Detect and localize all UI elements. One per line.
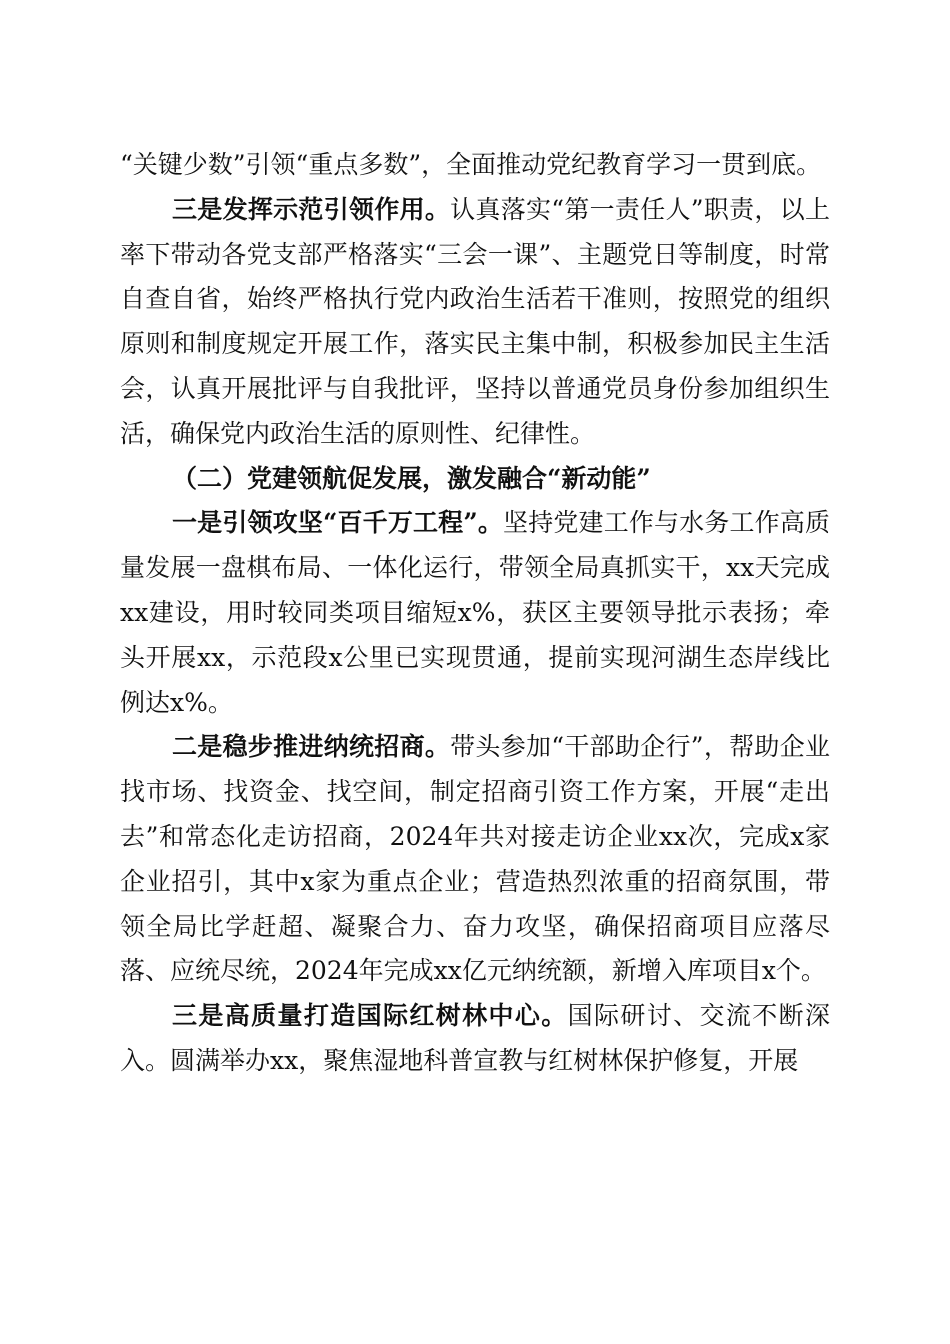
paragraph-text: 带头参加“干部助企行”，帮助企业找市场、找资金、找空间，制定招商引资工作方案，开展“走出去”和常态化走访招商，2024年共对接走访企业xx次，完成x家企业招引，其中x家为重点企业；营造热烈浓重的招商氛围，带领全局比学赶超、凝聚合力、奋力攻坚，确保招商项目应落尽落、应统尽统，2024年完成xx亿元纳统额，新增入库项目x个。 (120, 732, 830, 986)
paragraph-continuation (120, 143, 830, 188)
paragraph-exemplary-role (120, 188, 830, 457)
paragraph-project-lead (120, 501, 830, 725)
paragraph-lead: 三是发挥示范引领作用。 (172, 194, 451, 224)
paragraph-lead: 一是引领攻坚“百千万工程”。 (172, 508, 504, 538)
section-heading-text: （二）党建领航促发展，激发融合“新动能” (172, 463, 651, 493)
paragraph-text: “关键少数”引领“重点多数”，全面推动党纪教育学习一贯到底。 (120, 150, 822, 179)
paragraph-text: 国际研讨、交流不断深入。圆满举办xx，聚焦湿地科普宣教与红树林保护修复，开展 (120, 1001, 830, 1075)
paragraph-mangrove-center (120, 994, 830, 1084)
section-heading (120, 457, 830, 502)
paragraph-lead: 二是稳步推进纳统招商。 (172, 732, 451, 762)
document-body (120, 143, 830, 1084)
paragraph-lead: 三是高质量打造国际红树林中心。 (172, 1001, 568, 1031)
paragraph-investment (120, 725, 830, 994)
paragraph-text: 坚持党建工作与水务工作高质量发展一盘棋布局、一体化运行，带领全局真抓实干，xx天完成xx建设，用时较同类项目缩短x%，获区主要领导批示表扬；牵头开展xx，示范段x公里已实现贯通，提前实现河湖生态岸线比例达x%。 (120, 508, 830, 717)
paragraph-text: 认真落实“第一责任人”职责，以上率下带动各党支部严格落实“三会一课”、主题党日等制度，时常自查自省，始终严格执行党内政治生活若干准则，按照党的组织原则和制度规定开展工作，落实民主集中制，积极参加民主生活会，认真开展批评与自我批评，坚持以普通党员身份参加组织生活，确保党内政治生活的原则性、纪律性。 (120, 194, 830, 448)
